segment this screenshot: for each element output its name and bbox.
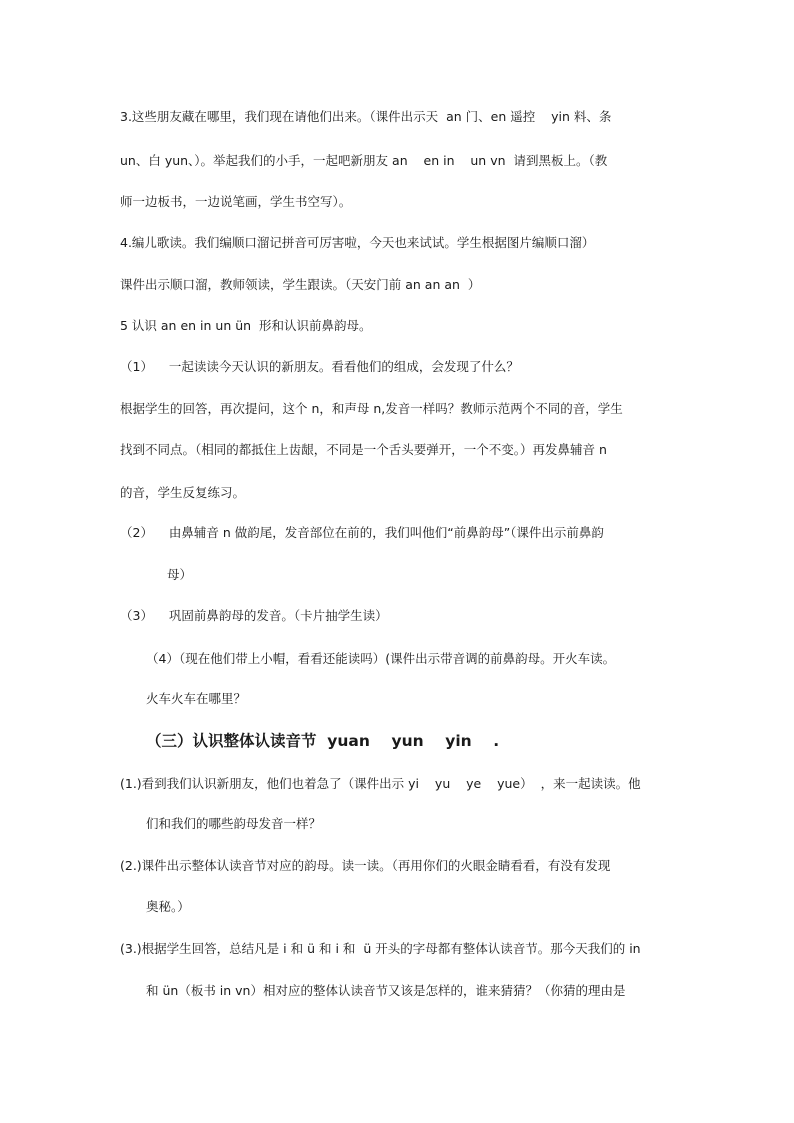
section-heading: （三）认识整体认读音节 yuan yun yin . [146,732,500,750]
text-line: (2.)课件出示整体认读音节对应的韵母。读一读。（再用你们的火眼金睛看看，有没有发现 [120,858,611,873]
text-line: 们和我们的哪些韵母发音一样？ [146,816,322,831]
text-line: （1） 一起读读今天认识的新朋友。看看他们的组成，会发现了什么？ [120,359,519,374]
text-line: 课件出示顺口溜，教师领读，学生跟读。（天安门前 an an an ） [120,277,481,292]
text-line: 3.这些朋友藏在哪里，我们现在请他们出来。（课件出示天 an 门、en 遥控 yin 料、条 [120,109,612,124]
text-line: 和 ün（板书 in vn）相对应的整体认读音节又该是怎样的，谁来猜猜？（你猜的理由是 [146,983,626,998]
text-line: 找到不同点。（相同的都抵住上齿龈，不同是一个舌头要弹开，一个不变。）再发鼻辅音 n [120,442,607,457]
text-line: 母） [167,567,193,582]
text-line: （2） 由鼻辅音 n 做韵尾，发音部位在前的，我们叫他们“前鼻韵母”（课件出示前鼻韵 [120,525,604,540]
text-line: (3.)根据学生回答，总结凡是 i 和 ü 和 i 和 ü 开头的字母都有整体认读音节。那今天我们的 in [120,941,641,956]
text-line: 师一边板书，一边说笔画，学生书空写）。 [120,194,352,209]
text-line: 的音，学生反复练习。 [120,485,246,500]
text-line: 5 认识 an en in un ün 形和认识前鼻韵母。 [120,318,372,333]
text-line: 4.编儿歌读。我们编顺口溜记拼音可厉害啦，今天也来试试。学生根据图片编顺口溜） [120,235,595,250]
text-line: un、白 yun、）。举起我们的小手，一起吧新朋友 an en in un vn 请到黑板上。（教 [120,153,608,168]
text-line: （4）（现在他们带上小帽，看看还能读吗）(课件出示带音调的前鼻韵母。开火车读。 [146,651,616,666]
text-line: 奥秘。） [146,899,190,914]
text-line: (1.)看到我们认识新朋友，他们也着急了（课件出示 yi yu ye yue） ，来一起读读。他 [120,776,641,791]
text-line: 火车火车在哪里？ [146,691,247,706]
text-line: 根据学生的回答，再次提问，这个 n，和声母 n,发音一样吗？教师示范两个不同的音，学生 [120,401,623,416]
text-line: （3） 巩固前鼻韵母的发音。（卡片抽学生读） [120,608,388,623]
